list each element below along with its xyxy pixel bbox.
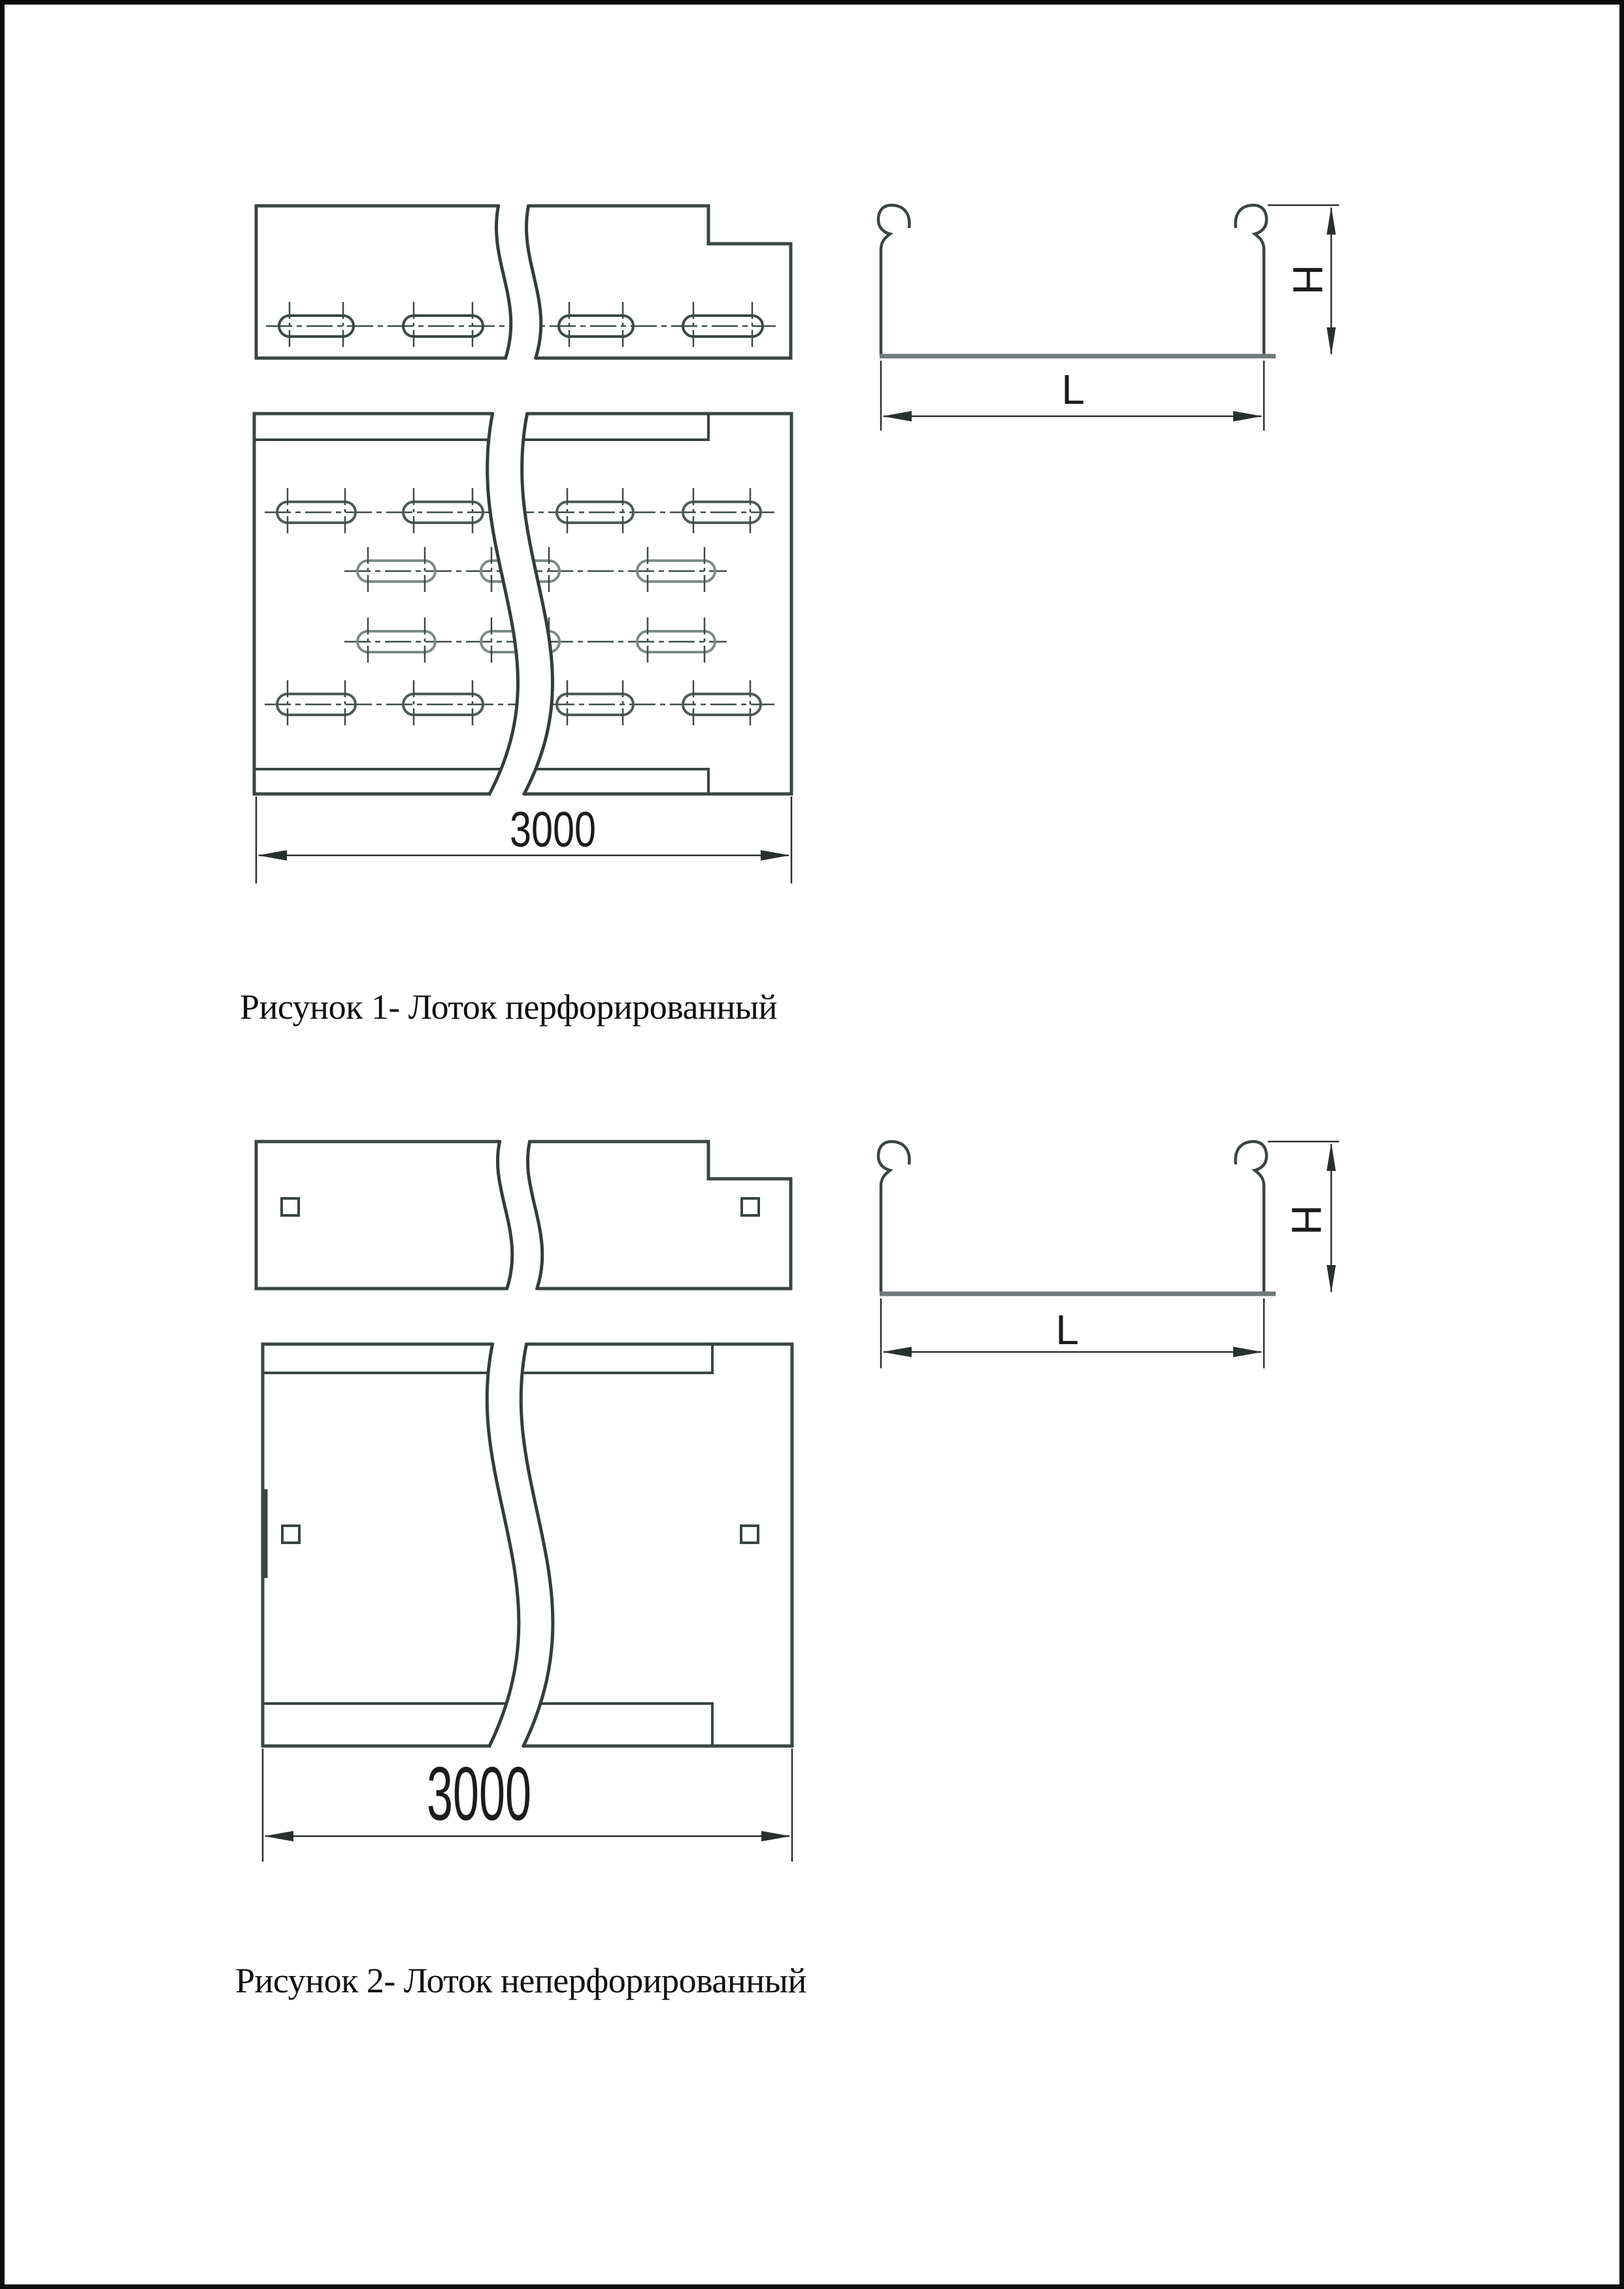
fig2-plan-flange-bottom: [263, 1704, 712, 1746]
fig2-caption: Рисунок 2- Лоток неперфорированный: [235, 1961, 806, 2000]
fig2-cross-section: [878, 1142, 1339, 1368]
fig1-length-value: 3000: [510, 802, 596, 858]
square-hole: [742, 1198, 759, 1215]
arrowhead: [1327, 327, 1336, 355]
fig1-plan-flange-bottom: [254, 769, 708, 794]
fig2-height-label: H: [1283, 1204, 1330, 1236]
square-hole: [282, 1526, 299, 1543]
arrowhead: [1233, 411, 1263, 421]
square-hole: [282, 1198, 299, 1215]
section-left-wall: [878, 1142, 909, 1293]
fig2-break-lines: [487, 1140, 553, 1748]
fig1-plan-flange-top: [254, 414, 708, 440]
section-left-wall: [878, 205, 909, 355]
fig1-caption: Рисунок 1- Лоток перфорированный: [240, 987, 777, 1027]
arrowhead: [1327, 1265, 1336, 1293]
arrowhead: [1233, 1347, 1263, 1357]
fig1-cross-section: [878, 205, 1339, 431]
fig2-length-label: L: [1055, 1306, 1079, 1353]
fig2-length-value: 3000: [427, 1751, 531, 1836]
arrowhead: [761, 1831, 791, 1841]
arrowhead: [761, 850, 790, 861]
fig1-break-lines: [488, 204, 553, 796]
arrowhead: [882, 1347, 912, 1357]
technical-drawing-canvas: [5, 5, 1624, 2289]
arrowhead: [882, 411, 912, 421]
arrowhead: [1327, 1143, 1336, 1171]
fig1-height-label: H: [1284, 264, 1331, 295]
section-right-wall: [1236, 205, 1267, 355]
section-right-wall: [1236, 1142, 1267, 1293]
fig1-length-label: L: [1061, 366, 1085, 413]
square-hole: [741, 1526, 758, 1543]
arrowhead: [264, 1831, 293, 1841]
arrowhead: [257, 850, 287, 861]
arrowhead: [1327, 206, 1336, 235]
